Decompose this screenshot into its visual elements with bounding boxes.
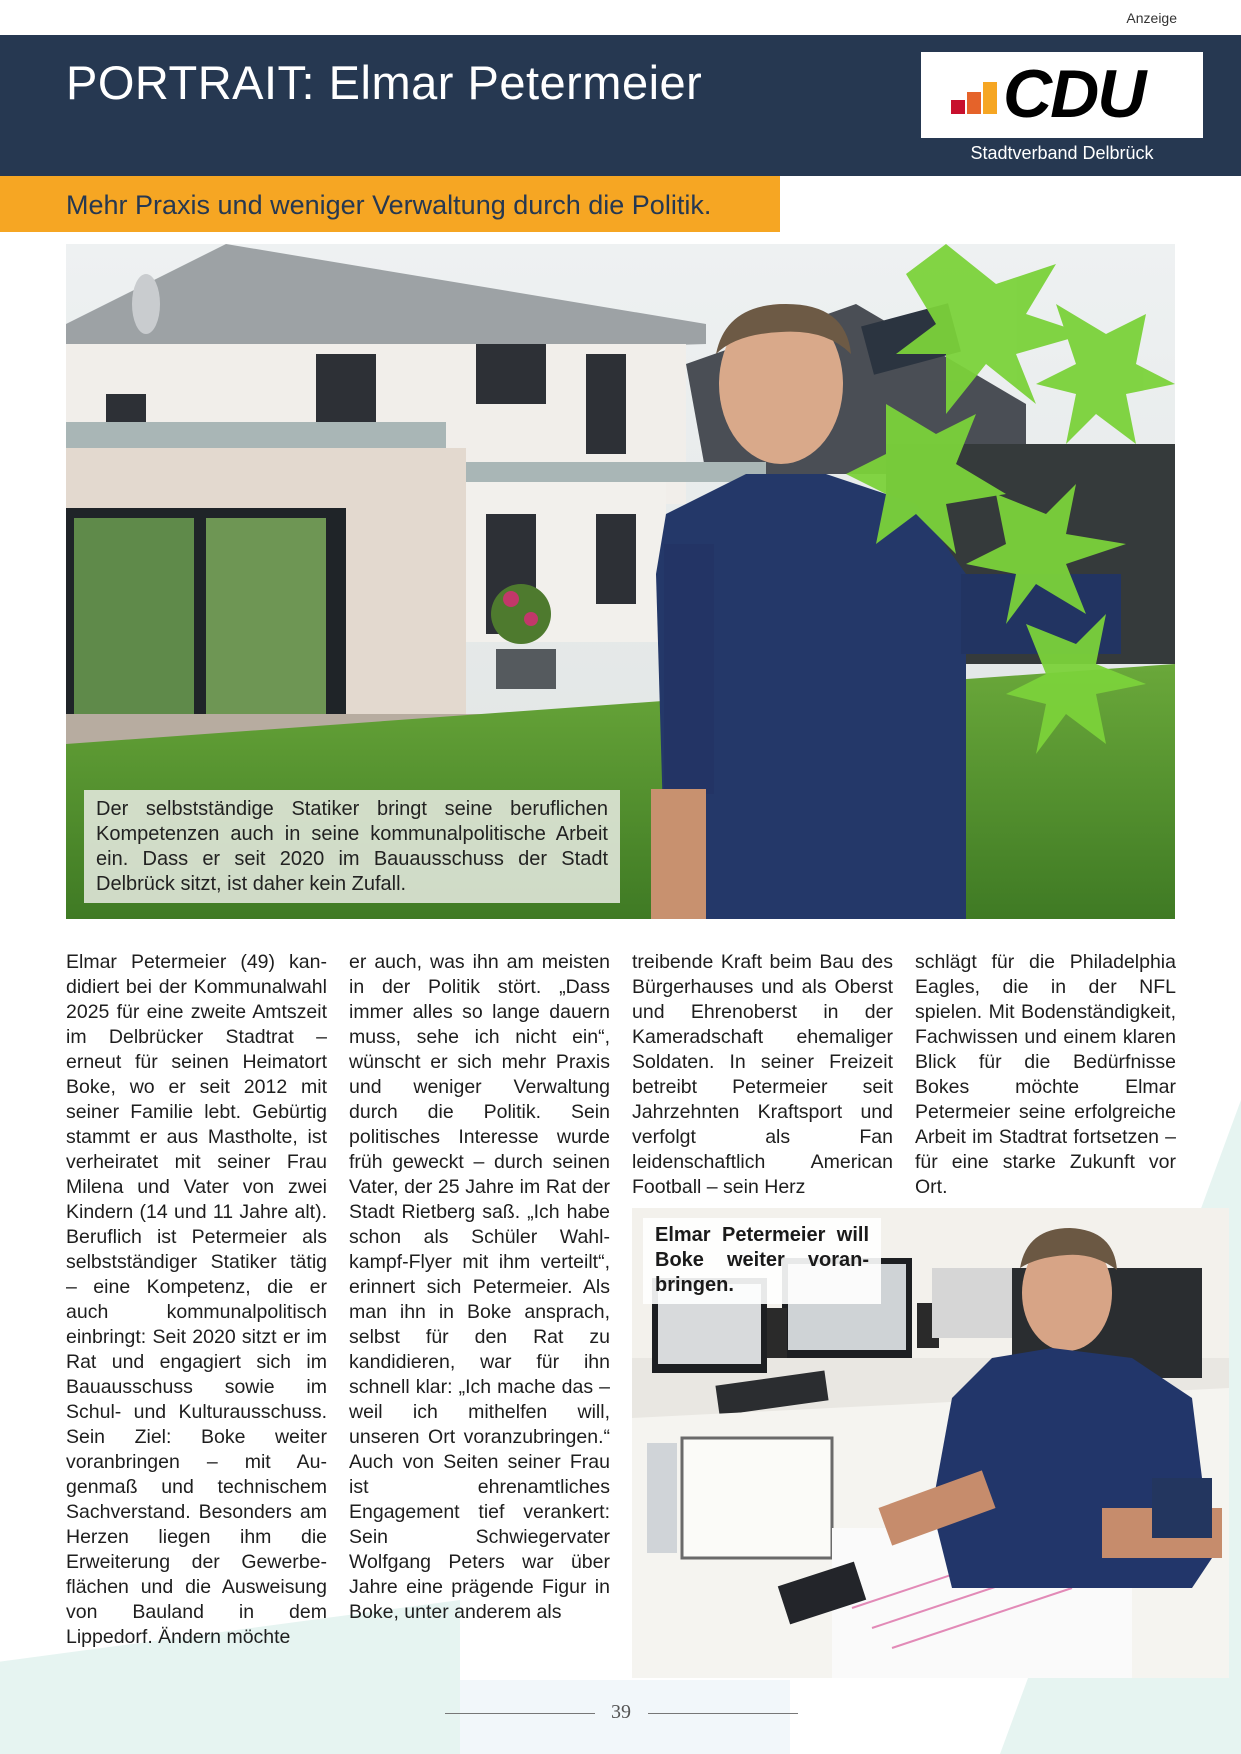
logo-subtitle: Stadtverband Delbrück: [970, 143, 1154, 163]
logo-bars-icon: [951, 82, 999, 114]
page-title: PORTRAIT: Elmar Petermeier: [66, 56, 703, 109]
page-number-rule-left: [445, 1713, 595, 1714]
article-column-1: Elmar Petermeier (49) kandidiert bei der Kommunalwahl 2025 für eine zweite Amtszeit im Delbrücker Stadtrat – erneut für seinen Heimatort Boke, wo er seit 2012 mit seiner Familie lebt. Gebürtig stammt er aus Mastholte, ist verheiratet mit seiner Frau Milena und Vater von zwei Kindern (14 und 11 Jahre alt). Beruflich ist Petermeier als selbstständiger Statiker tätig – eine Kompetenz, die er auch kommunalpolitisch einbringt: Seit 2020 sitzt er im Rat und engagiert sich im Bauausschuss sowie im Schul- und Kulturausschuss. Sein Ziel: Boke weiter voranbringen – mit Augenmaß und technischem Sachverstand. Besonders am Herzen liegen ihm die Erweiterung der Gewerbeflächen und die Ausweisung von Bauland in dem Lippedorf. Ändern möchte: [66, 951, 327, 1648]
page-subtitle: Mehr Praxis und weniger Verwaltung durch die Politik.: [66, 190, 712, 220]
main-photo-caption: Der selbstständige Statiker bringt seine beruflichen Kompetenzen auch in seine kommunalpolitische Arbeit ein. Dass er seit 2020 im Bauausschuss der Stadt Delbrück sitzt, ist daher kein Zufall.: [84, 790, 620, 903]
page-number: 39: [611, 1701, 631, 1723]
office-photo-caption: Elmar Petermeier will Boke weiter voranbringen.: [643, 1218, 881, 1304]
article-column-2: er auch, was ihn am meisten in der Politik stört. „Dass immer alles so lange dauern muss, sehe ich nicht ein“, wünscht er sich mehr Praxis und weniger Verwaltung durch die Politik. Sein politisches Interesse wurde früh geweckt – durch seinen Vater, der 25 Jahre im Rat der Stadt Rietberg saß. „Ich habe schon als Schüler Wahlkampf-Flyer mit ihm verteilt“, erinnert sich Petermeier. Als man ihn in Boke ansprach, selbst für den Rat zu kandidieren, war für ihn schnell klar: „Ich mache das – weil ich mithelfen will, unseren Ort voranzubringen.“ Auch von Seiten seiner Frau ist ehrenamtliches Engagement tief verankert: Sein Schwiegervater Wolfgang Peters war über Jahre eine prägende Figur in Boke, unter anderem als: [349, 951, 610, 1623]
article-column-3: treibende Kraft beim Bau des Bürgerhauses und als Oberst und Ehrenoberst in der Kameradschaft ehemaliger Soldaten. In seiner Freizeit betreibt Petermeier seit Jahrzehnten Kraftsport und verfolgt als Fan leidenschaftlich American Football – sein Herz: [632, 951, 893, 1198]
ad-label: Anzeige: [1126, 10, 1177, 26]
article-column-4: schlägt für die Philadelphia Eagles, die in der NFL spielen. Mit Bodenständigkeit, Fachwissen und einem klaren Blick für die Bedürfnisse Bokes möchte Elmar Petermeier seine erfolgreiche Arbeit im Stadtrat fortsetzen – für eine starke Zukunft vor Ort.: [915, 951, 1176, 1198]
page-number-rule-right: [648, 1713, 798, 1714]
cdu-logo: [921, 52, 1203, 138]
logo-text: CDU: [1003, 56, 1145, 132]
